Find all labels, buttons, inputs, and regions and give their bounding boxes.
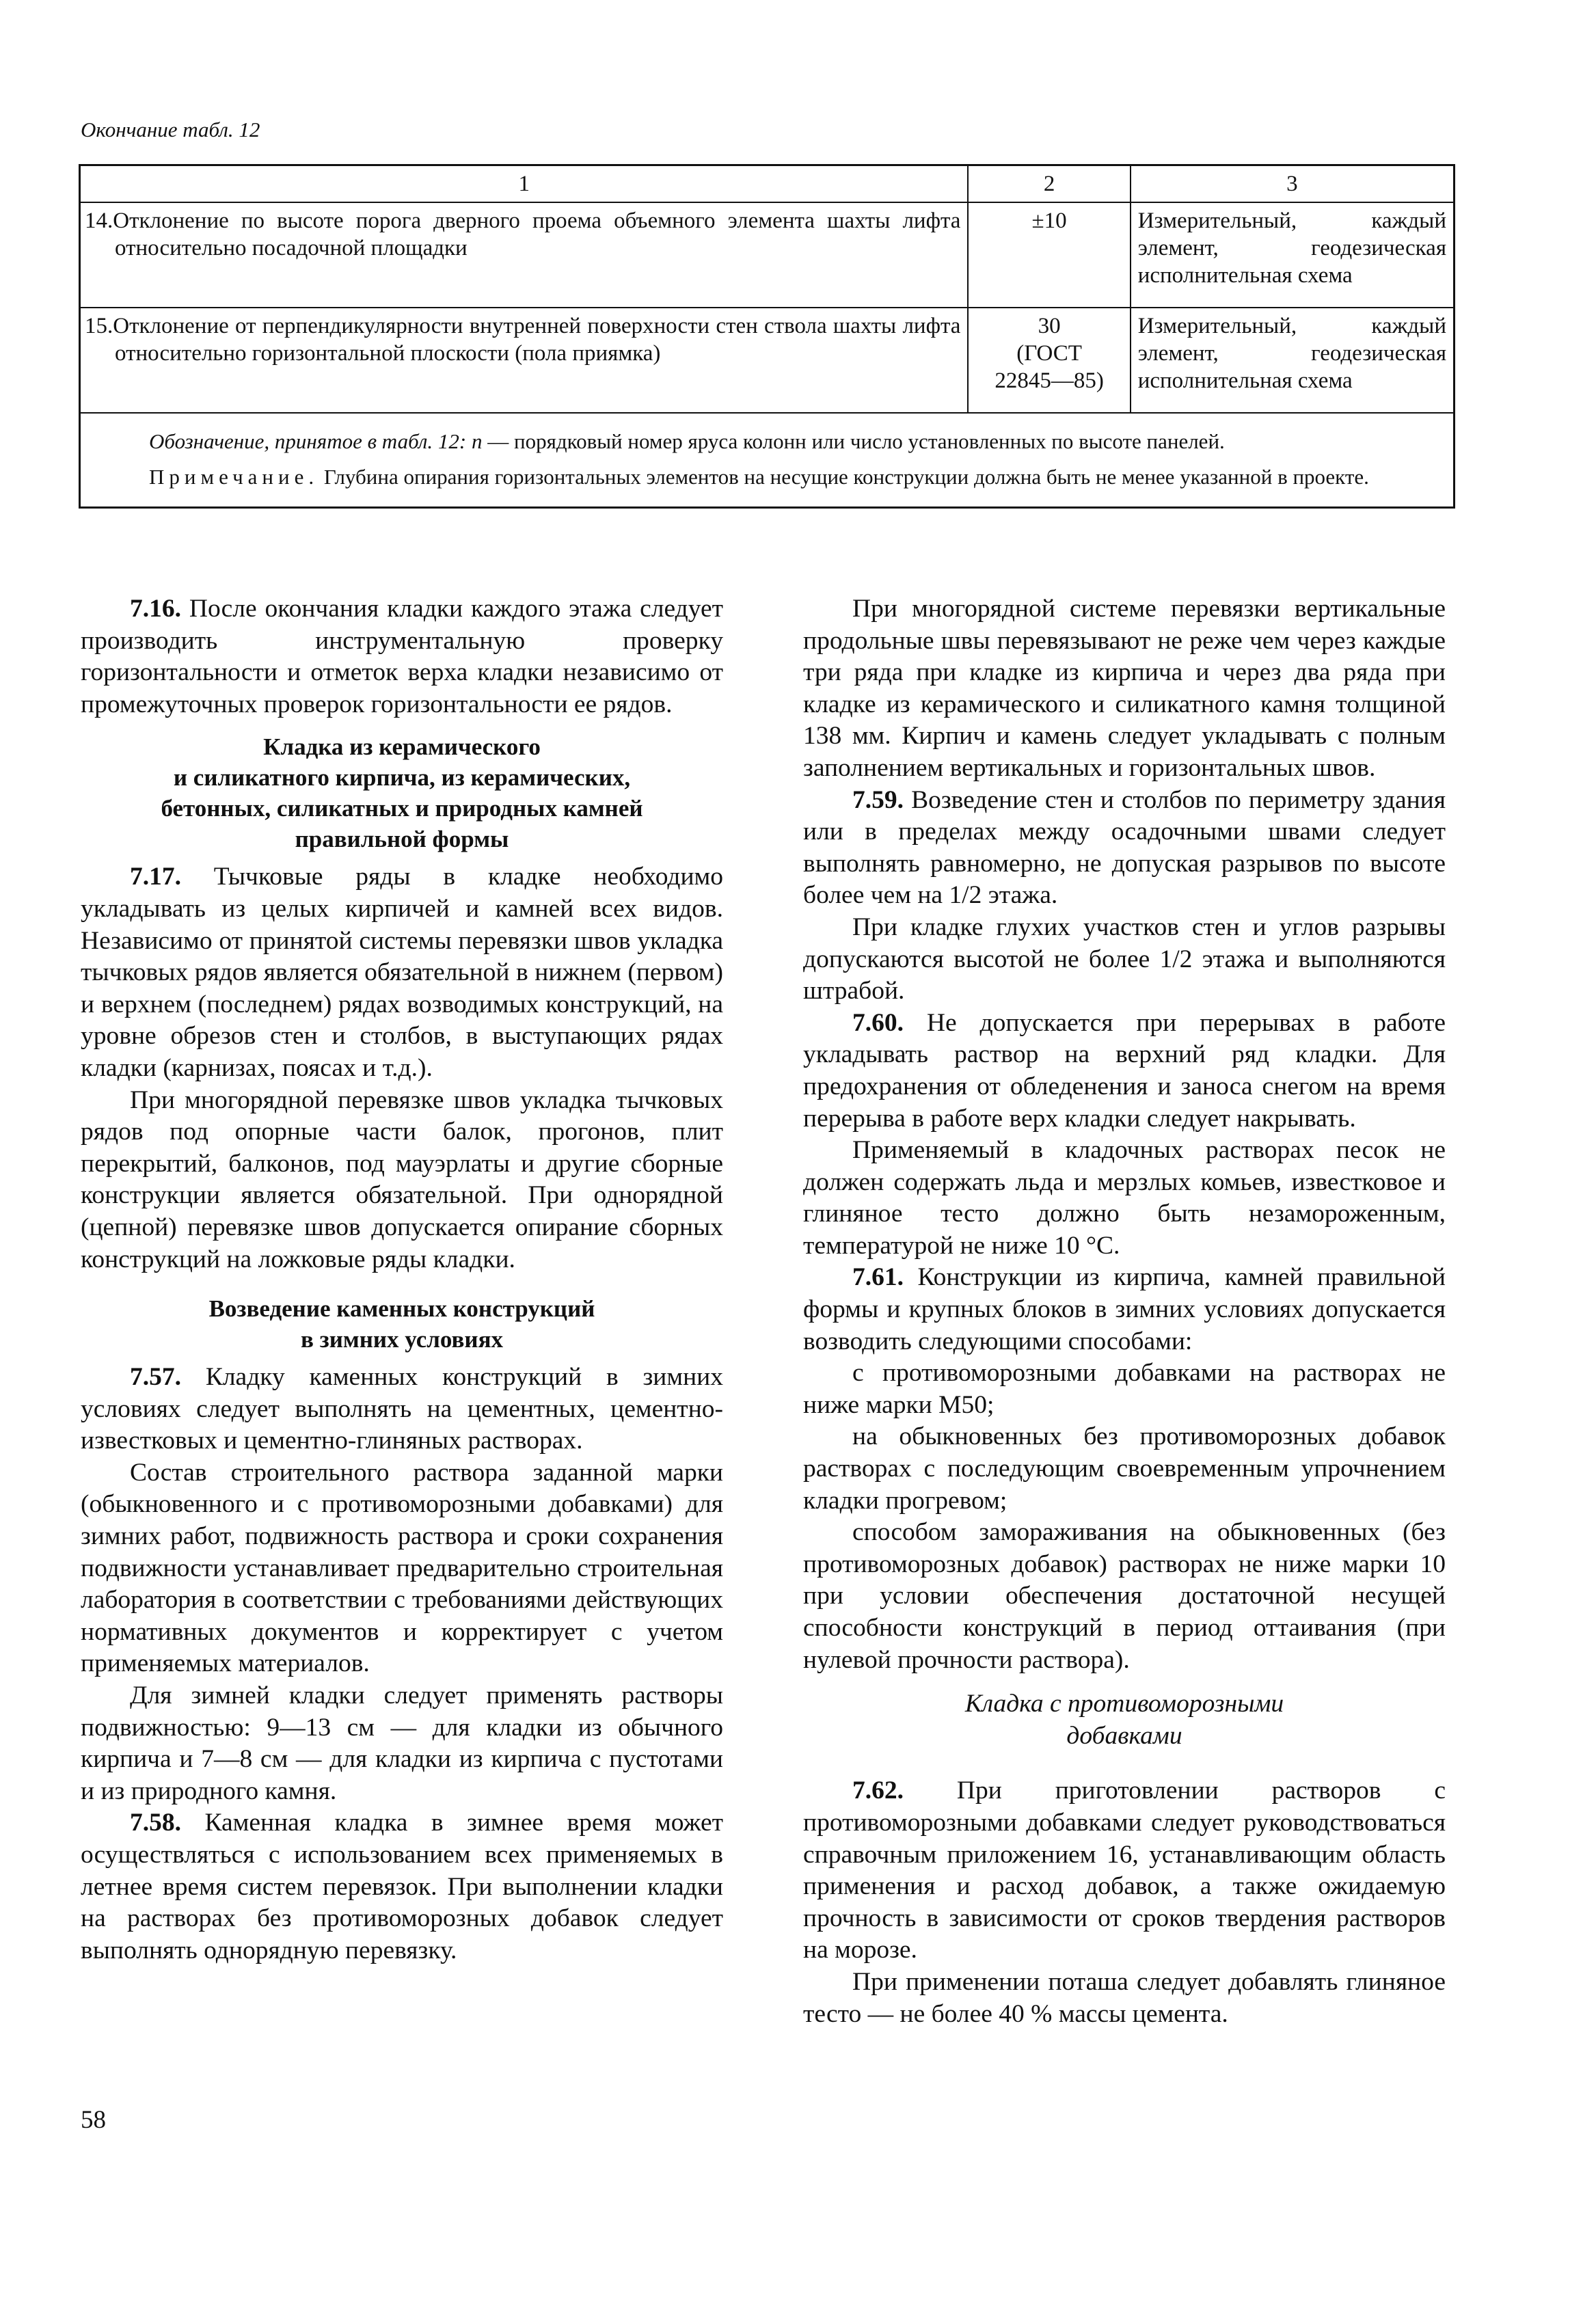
paragraph-7-59-continued: При кладке глухих участков стен и углов разрывы допускаются высотой не более 1/2 этажа и выполняются штрабой. <box>803 913 1446 1005</box>
remark-note <box>86 464 1446 490</box>
remark-label: Примечание. <box>149 465 319 489</box>
row-15-control: Измерительный, каждый элемент, геодезическая исполнительная схема <box>1131 308 1455 413</box>
row-14-tolerance-line: ±10 <box>1031 208 1067 233</box>
heading-line: в зимних условиях <box>300 1326 504 1353</box>
section-heading-winter-masonry <box>81 1293 723 1355</box>
table-notes-row <box>80 413 1455 508</box>
row-15-tolerance-gost: (ГОСТ <box>1016 341 1082 366</box>
heading-line: бетонных, силикатных и природных камней <box>161 795 643 822</box>
paragraph-7-60-continued: Применяемый в кладочных растворах песок не должен содержать льда и мерзлых комьев, известковое и глиняное тесто должно быть незамороженным, температурой не ниже 10 °С. <box>803 1136 1446 1260</box>
paragraph-7-16 <box>81 593 723 720</box>
paragraph-7-17 <box>81 861 723 1084</box>
clause-number: 7.59. <box>852 785 904 814</box>
clause-number: 7.61. <box>852 1263 904 1292</box>
list-item-freezing: способом замораживания на обыкновенных (без противоморозных добавок) растворах не ниже марки 10 при условии обеспечения достаточной несущей способности конструкций в период оттаивания (при нулевой прочности раствора). <box>803 1518 1446 1674</box>
clause-number: 7.60. <box>852 1008 904 1037</box>
table-row <box>80 308 1455 413</box>
list-item-antifreeze: с противоморозными добавками на растворах не ниже марки М50; <box>803 1359 1446 1419</box>
table-row <box>80 202 1455 308</box>
paragraph-7-17-continued: При многорядной перевязке швов укладка тычковых рядов под опорные части балок, прогонов, плит перекрытий, балконов, под мауэрлаты и другие сборные конструкции является обязательной. При однорядной (цепной) перевязке швов допускается опирание сборных конструкций на ложковые ряды кладки. <box>81 1085 723 1273</box>
heading-line: правильной формы <box>295 826 509 853</box>
notation-variable: n <box>471 429 483 453</box>
clause-number: 7.16. <box>130 595 181 623</box>
paragraph-7-57 <box>81 1362 723 1457</box>
section-heading-antifreeze-additives <box>803 1688 1446 1752</box>
clause-number: 7.58. <box>130 1809 181 1837</box>
row-14-control: Измерительный, каждый элемент, геодезическая исполнительная схема <box>1131 202 1455 308</box>
notation-label: Обозначение, принятое в табл. 12: <box>149 429 467 453</box>
paragraph-text: При приготовлении растворов с противоморозными добавками следует руководствоваться справочным приложением 16, устанавливающим область применения и расход добавок, а также ожидаемую прочность в зависимости от сроков твердения растворов на морозе. <box>803 1776 1446 1964</box>
heading-line: Кладка с противоморозными <box>964 1690 1284 1718</box>
table-12 <box>79 164 1455 509</box>
row-15-tolerance-value: 30 <box>1038 314 1061 338</box>
left-column <box>81 593 723 1967</box>
paragraph-7-62 <box>803 1775 1446 1967</box>
paragraph-text: Возведение стен и столбов по периметру здания или в пределах между осадочными швами следует выполнять равномерно, не допуская разрывов по высоте более чем на 1/2 этажа. <box>803 785 1446 910</box>
notation-note <box>86 429 1446 455</box>
heading-line: Кладка из керамического <box>263 733 541 761</box>
clause-number: 7.57. <box>130 1363 181 1392</box>
clause-number: 7.62. <box>852 1776 904 1805</box>
remark-text: Глубина опирания горизонтальных элементов на несущие конструкции должна быть не менее указанной в проекте. <box>319 465 1369 489</box>
notation-text: — порядковый номер яруса колонн или число установленных по высоте панелей. <box>482 429 1225 453</box>
heading-line: и силикатного кирпича, из керамических, <box>173 764 631 792</box>
paragraph-7-62-continued: При применении поташа следует добавлять глиняное тесто — не более 40 % массы цемента. <box>803 1967 1446 2028</box>
row-14-description: 14.Отклонение по высоте порога дверного проема объемного элемента шахты лифта относительно посадочной площадки <box>80 202 969 308</box>
paragraph-text: Тычковые ряды в кладке необходимо укладывать из целых кирпичей и камней всех видов. Независимо от принятой системы перевязки швов укладка тычковых рядов является обязательной в нижнем (первом) и верхнем (последнем) рядах возводимых конструкций, на уровне обрезов стен и столбов, в выступающих рядах кладки (карнизах, поясах и т.д.). <box>81 863 723 1082</box>
section-heading-ceramic-masonry <box>81 731 723 854</box>
paragraph-7-61 <box>803 1262 1446 1357</box>
paragraph-text: После окончания кладки каждого этажа следует производить инструментальную проверку горизонтальности и отметок верха кладки независимо от промежуточных проверок горизонтальности ее рядов. <box>81 595 723 718</box>
row-14-tolerance <box>968 202 1130 308</box>
paragraph-7-59 <box>803 785 1446 912</box>
row-15-tolerance <box>968 308 1130 413</box>
column-header-1: 1 <box>80 165 969 203</box>
table-notes <box>80 413 1455 508</box>
paragraph-7-57-mobility: Для зимней кладки следует применять растворы подвижностью: 9—13 см — для кладки из обычного кирпича и 7—8 см — для кладки из кирпича с пустотами и из природного камня. <box>81 1681 723 1805</box>
paragraph-7-58 <box>81 1807 723 1967</box>
row-15-tolerance-gost-number: 22845—85) <box>995 368 1104 393</box>
paragraph-text: Каменная кладка в зимнее время может осуществляться с использованием всех применяемых в летнее время систем перевязок. При выполнении кладки на растворах без противоморозных добавок следует выполнять однорядную перевязку. <box>81 1809 723 1964</box>
clause-number: 7.17. <box>130 863 181 891</box>
column-header-2: 2 <box>968 165 1130 203</box>
paragraph-7-57-mortar: Состав строительного раствора заданной марки (обыкновенного и с противоморозными добавками) для зимних работ, подвижность раствора и сроки сохранения подвижности устанавливает предварительно строительная лаборатория в соответствии с требованиями действующих нормативных документов и корректирует с учетом применяемых материалов. <box>81 1458 723 1678</box>
table-caption: Окончание табл. 12 <box>81 118 260 141</box>
paragraph-text: Не допускается при перерывах в работе укладывать раствор на верхний ряд кладки. Для предохранения от обледенения и заноса снегом на время перерыва в работе верх кладки следует накрывать. <box>803 1008 1446 1133</box>
paragraph-text: Конструкции из кирпича, камней правильной формы и крупных блоков в зимних условиях допускается возводить следующими способами: <box>803 1263 1446 1355</box>
paragraph-7-60 <box>803 1008 1446 1135</box>
right-column <box>803 593 1446 2030</box>
list-item-heating: на обыкновенных без противоморозных добавок растворах с последующим своевременным упрочнением кладки прогревом; <box>803 1422 1446 1515</box>
page-number: 58 <box>81 2106 106 2134</box>
paragraph-text: Кладку каменных конструкций в зимних условиях следует выполнять на цементных, цементно-известковых и цементно-глиняных растворах. <box>81 1363 723 1455</box>
row-15-description: 15.Отклонение от перпендикулярности внутренней поверхности стен ствола шахты лифта относительно горизонтальной плоскости (пола приямка) <box>80 308 969 413</box>
paragraph-7-58-continued: При многорядной системе перевязки вертикальные продольные швы перевязывают не реже чем через каждые три ряда при кладке из кирпича и через два ряда при кладке из керамического и силикатного камня толщиной 138 мм. Кирпич и камень следует укладывать с полным заполнением вертикальных и горизонтальных швов. <box>803 595 1446 782</box>
heading-line: добавками <box>1066 1721 1182 1750</box>
heading-line: Возведение каменных конструкций <box>208 1295 595 1323</box>
table-header-row <box>80 165 1455 203</box>
column-header-3: 3 <box>1131 165 1455 203</box>
